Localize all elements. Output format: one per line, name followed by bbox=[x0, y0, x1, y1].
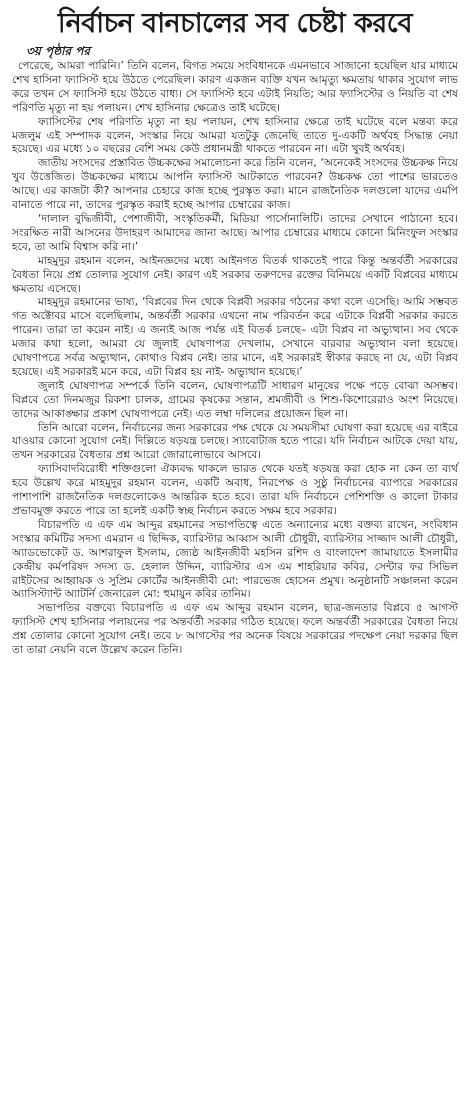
continued-from-label: ৩য় পৃষ্ঠার পর bbox=[26, 44, 91, 58]
paragraph: পেরেছে, আমরা পারিনি।’ তিনি বলেন, বিগত সময়ে সংবিধানকে এমনভাবে সাজানো হয়েছিল যার মাধ্যমে শেখ হাসিনা ফ্যাসিস্ট হয়ে উঠতে পেরেছিল। কারণ একজন ব্যক্তি যখন আমৃত্যু ক্ষমতায় থাকার সুযোগ লাভ করে তখন সে ফ্যাসিস্ট হয়ে উঠতে বাধ্য। সে ফ্যাসিস্ট হবে এটাই নিয়তি; আর ফ্যাসিস্টের ও নিয়তি বা শেষ পরিণতি মৃত্যু না হয় পলায়ন। শেখ হাসিনার ক্ষেত্রেও তাই ঘটেছে। bbox=[12, 60, 458, 114]
paragraph: সভাপতির বক্তব্যে বিচারপতি এ এফ এম আব্দুর রহমান বলেন, ছাত্র-জনতার বিপ্লবে ৫ আগস্ট ফ্যাসিস্ট শেখ হাসিনার পলায়নের পর অন্তর্বর্তী সরকার গঠিত হয়েছে। ফলে অন্তর্বর্তী সরকারের বৈধতা নিয়ে প্রশ্ন তোলার কোনো সুযোগ নেই। তবে ৮ আগস্টের পর অনেক বিষয়ে সরকারের পদক্ষেপ নেয়া দরকার ছিল তা তারা নেয়নি বলে উল্লেখ করেন তিনি। bbox=[12, 602, 458, 657]
paragraph: ‘দালাল বুদ্ধিজীবী, পেশাজীবী, সংস্কৃতিকর্মী, মিডিয়া পার্সোনালিটি। তাদের সেখানে পাঠানো হবে। সংরক্ষিত নারী আসনের উদাহরণ আমাদের জানা আছে। আপার চেম্বারের মাধ্যমে কোনো মিনিংফুল সংস্কার হবে, তা আমি বিশ্বাস করি না।’ bbox=[12, 212, 458, 253]
headline: নির্বাচন বানচালের সব চেষ্টা করবে bbox=[57, 8, 413, 39]
paragraph: মাহমুদুর রহমানের ভাষ্য, ‘বিপ্লবের দিন থেকে বিপ্লবী সরকার গঠনের কথা বলে এসেছি। আমি সম্ভবত গত অক্টোবর মাসে বলেছিলাম, অন্তর্বর্তী সরকার এখনো নাম পরিবর্তন করে এটাকে বিপ্লবী সরকার করতে পারেন। তারা তা করেন নাই। এ জন্যই আজ পর্যন্ত এই বিতর্ক চলছে– এটা বিপ্লব না অভ্যুত্থান। সব থেকে মজার কথা হলো, আমরা যে জুলাই ঘোষণাপত্র দেখলাম, সেখানে বারবার অভ্যুত্থান বলা হয়েছে। ঘোষণাপত্রে সর্বত্র অভ্যুত্থান, কোথাও বিপ্লব নেই। তার মানে, এই সরকারই স্বীকার করছে না যে, এটা বিপ্লব হয়েছে। এই সরকারই মনে করে, এটা বিপ্লব হয় নাই- অভ্যুত্থান হয়েছে।’ bbox=[12, 296, 458, 378]
paragraph: ফ্যাসিস্টের শেষ পরিণতি মৃত্যু না হয় পলায়ন, শেখ হাসিনার ক্ষেত্রে তাই ঘটেছে বলে মন্তব্য করে মজলুম এই সম্পাদক বলেন, সংস্কার নিয়ে আমরা যতটুকু জেনেছি তাতে দু-একটি অর্থবহ সিদ্ধান্ত নেয়া হয়েছে। এর মধ্যে ১০ বছরের বেশি সময় কেউ প্রধানমন্ত্রী থাকতে পারবেন না। এটা খুবই অর্থবহ। bbox=[12, 115, 458, 156]
paragraph: বিচারপতি এ এফ এম আব্দুর রহমানের সভাপতিত্বে এতে অন্যান্যের মধ্যে বক্তব্য রাখেন, সংবিধান সংস্কার কমিটির সদস্য এমরান এ ছিদ্দিক, ব্যারিস্টার আব্বাস আলী চৌধুরী, ব্যারিস্টার সাজ্জাদ আলী চৌধুরী, অ্যাডভোকেট ড. আশরাফুল ইসলাম, জ্যেষ্ঠ আইনজীবী মহসিন রশিদ ও বাংলাদেশ জামায়াতে ইসলামীর কেন্দ্রীয় কর্মপরিষদ সদস্য ড. হেলাল উদ্দিন, ব্যারিস্টার এস এম শাহরিয়ার কবির, সেন্টার ফর সিভিল রাইটসের আহ্বায়ক ও সুপ্রিম কোর্টের আইনজীবী মো: পারভেজ হোসেন প্রমুখ। অনুষ্ঠানটি সঞ্চালনা করেন অ্যাসিস্ট্যান্ট অ্যাটর্নি জেনারেল মো: হুমায়ুন কবির তানিম। bbox=[12, 518, 458, 601]
paragraph: তিনি আরো বলেন, নির্বাচনের জন্য সরকারের পক্ষ থেকে যে সময়সীমা ঘোষণা করা হয়েছে এর বাইরে যাওয়ার কোনো সুযোগ নেই। দিল্লিতে ষড়যন্ত্র চলছে। স্যাবোটাজ হতে পারে। যদি নির্বাচন আটকে দেয়া যায়, তখন সরকারের বৈধতার প্রশ্ন আরো জোরালোভাবে আসবে। bbox=[12, 421, 458, 462]
paragraph: জাতীয় সংসদের প্রস্তাবিত উচ্চকক্ষের সমালোচনা করে তিনি বলেন, ‘অনেকেই সংসদের উচ্চকক্ষ নিয়ে খুব উত্তেজিত। উচ্চকক্ষের মাধ্যমে আপনি ফ্যাসিস্ট আটকাতে পারবেন? উচ্চকক্ষ তো পাশের ভারতেও আছে। এর কাজটা কী? আপনার চেহারে কাজ হচ্ছে পুরস্কৃত করা। মানে রাজনৈতিক দলগুলো যাদের এমপি বানাতে পারে না, তাদের পুরস্কৃত করাই হচ্ছে আপার চেম্বারের কাজ। bbox=[12, 157, 458, 212]
paragraph: জুলাই ঘোষণাপত্র সম্পর্কে তিনি বলেন, ঘোষণাপত্রটি সাধারণ মানুষের পক্ষে পড়ে বোঝা অসম্ভব। বিপ্লবে তো দিনমজুর রিকশা চালক, গ্রামের কৃষকের সন্তান, শ্রমজীবী ও শিশু-কিশোরেরাও অংশ নিয়েছে। তাদের আকাঙ্ক্ষার প্রকাশ ঘোষণাপত্রে নেই। এত লম্বা দলিলের প্রয়োজন ছিল না। bbox=[12, 379, 458, 420]
paragraph: ফ্যাসিবাদবিরোধী শক্তিগুলো ঐক্যবদ্ধ থাকলে ভারত থেকে যতই ষড়যন্ত্র করা হোক না কেন তা ব্যর্থ হবে উল্লেখ করে মাহমুদুর রহমান বলেন, একটি অবাধ, নিরপেক্ষ ও সুষ্ঠু নির্বাচনের ব্যাপারে সরকারের পাশাপাশি রাজনৈতিক দলগুলোকেও আন্তরিক হতে হবে। তারা যদি নির্বাচনে পেশিশক্তি ও কালো টাকার প্রভাবমুক্ত করতে পারে তা হলেই একটি স্বচ্ছ নির্বাচন করতে সক্ষম হবে সরকার। bbox=[12, 463, 458, 517]
paragraph: মাহমুদুর রহমান বলেন, আইনজ্ঞদের মধ্যে আইনগত বিতর্ক থাকতেই পারে কিন্তু অন্তর্বর্তী সরকারের বৈধতা নিয়ে প্রশ্ন তোলার সুযোগ নেই। কারণ এই সরকার তরুণদের রক্তের বিনিময়ে একটি বিপ্লবের মাধ্যমে ক্ষমতায় এসেছে। bbox=[12, 254, 458, 295]
article-body bbox=[12, 60, 458, 658]
